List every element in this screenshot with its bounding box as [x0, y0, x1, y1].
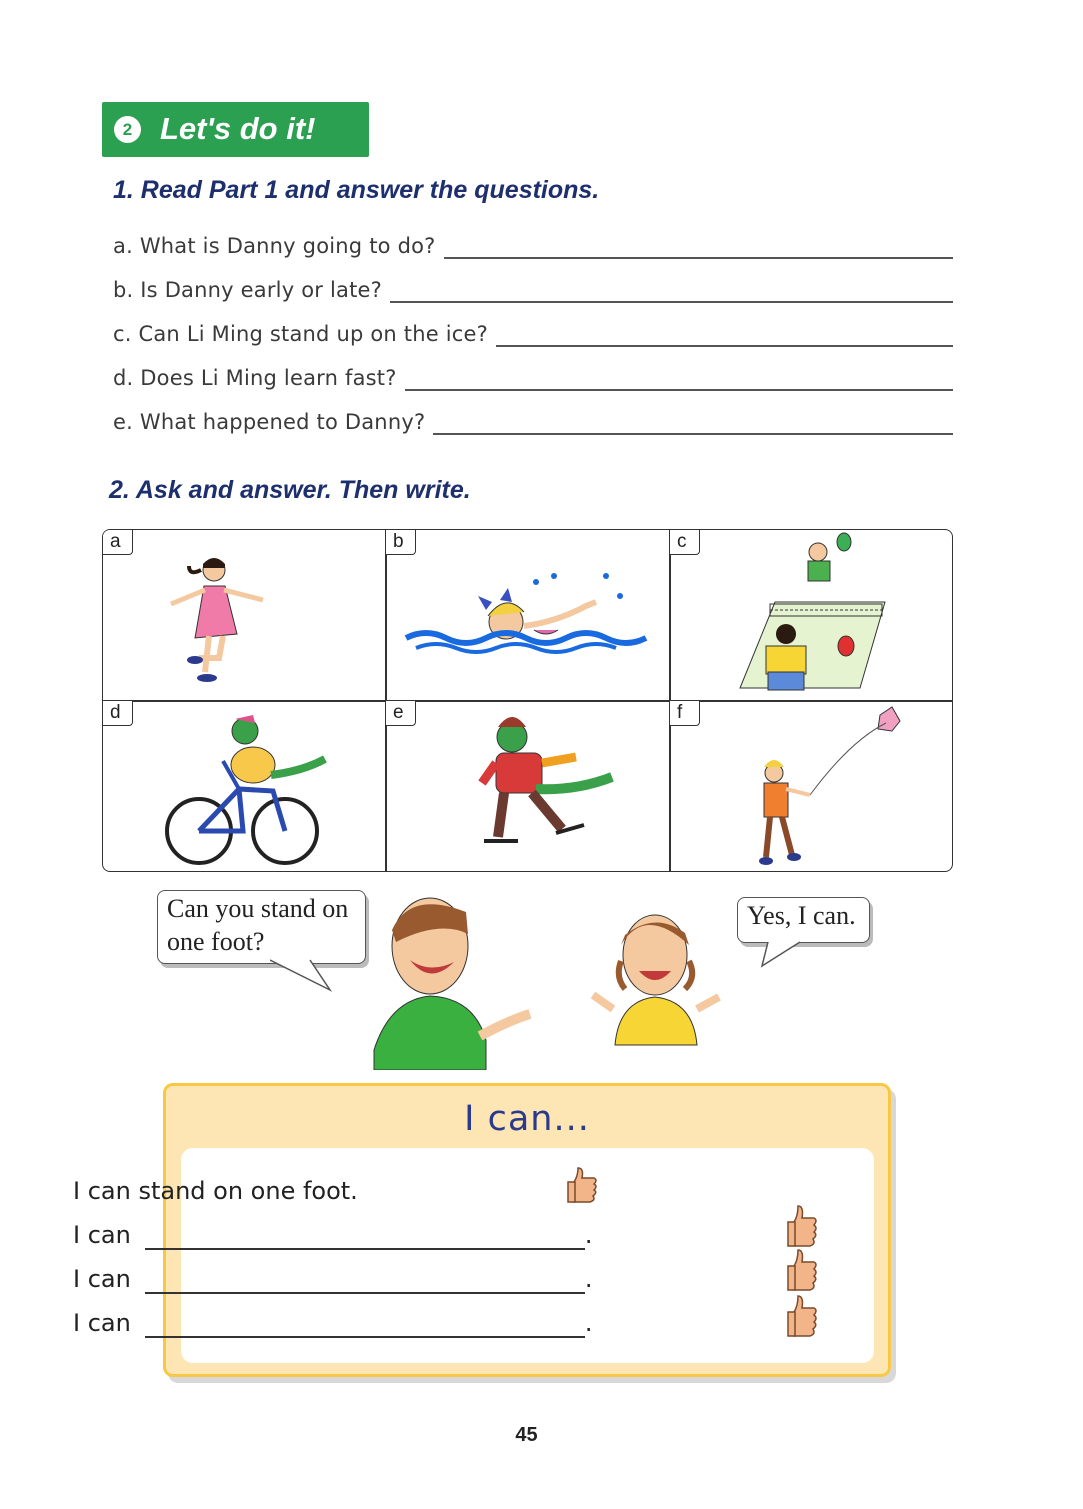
answer-line[interactable] — [433, 411, 953, 435]
question-text: a. What is Danny going to do? — [113, 234, 436, 258]
riding-bike-illustration — [103, 701, 385, 872]
writing-blank[interactable] — [145, 1314, 585, 1338]
writing-blank[interactable] — [145, 1270, 585, 1294]
picture-cell-c — [670, 530, 953, 700]
question-text: c. Can Li Ming stand up on the ice? — [113, 322, 488, 346]
picture-cell-a — [103, 530, 385, 700]
cell-label: f — [670, 701, 700, 726]
cell-label: d — [103, 701, 133, 726]
cell-label: c — [670, 530, 700, 555]
thumbs-up-icon — [566, 1166, 600, 1206]
bubble-tail — [270, 958, 340, 994]
boy-illustration — [370, 890, 550, 1070]
i-can-title: I can... — [464, 1099, 590, 1139]
picture-cell-f — [670, 701, 953, 872]
question-text: d. Does Li Ming learn fast? — [113, 366, 397, 390]
bubble-answer-text: Yes, I can. — [747, 901, 856, 930]
thumbs-up-icon — [786, 1204, 820, 1250]
bubble-tail — [760, 940, 810, 970]
swimming-girl-illustration — [386, 530, 669, 700]
girl-illustration — [585, 905, 735, 1055]
question-speech-bubble — [157, 890, 366, 964]
writing-blank[interactable] — [145, 1226, 585, 1250]
i-can-prompt: I can — [73, 1221, 131, 1249]
answer-line[interactable] — [405, 367, 953, 391]
period: . — [584, 1309, 593, 1337]
i-can-prompt: I can — [73, 1265, 131, 1293]
part1-heading: 1. Read Part 1 and answer the questions. — [113, 176, 600, 204]
i-can-example-line — [73, 1172, 358, 1206]
part2-heading: 2. Ask and answer. Then write. — [109, 476, 471, 504]
question-a — [113, 229, 953, 259]
answer-line[interactable] — [390, 279, 953, 303]
picture-grid — [102, 529, 953, 872]
answer-speech-bubble — [737, 897, 870, 943]
thumbs-up-icon — [786, 1248, 820, 1294]
section-number-badge: 2 — [114, 116, 141, 143]
question-text: e. What happened to Danny? — [113, 410, 426, 434]
answer-line[interactable] — [444, 235, 954, 259]
table-tennis-illustration — [670, 530, 953, 700]
question-e — [113, 405, 953, 435]
example-sentence: I can stand on one foot. — [73, 1177, 358, 1205]
question-text: b. Is Danny early or late? — [113, 278, 382, 302]
question-b — [113, 273, 953, 303]
i-can-line-1 — [73, 1216, 592, 1250]
page-number: 45 — [515, 1424, 538, 1446]
period: . — [584, 1265, 593, 1293]
answer-line[interactable] — [496, 323, 953, 347]
thumbs-up-icon — [786, 1294, 820, 1340]
bubble-line-2: one foot? — [167, 927, 265, 956]
flying-kite-illustration — [670, 701, 953, 872]
period: . — [584, 1221, 593, 1249]
i-can-prompt: I can — [73, 1309, 131, 1337]
question-c — [113, 317, 953, 347]
section-banner — [102, 102, 369, 157]
question-d — [113, 361, 953, 391]
i-can-line-3 — [73, 1304, 592, 1338]
cell-label: a — [103, 530, 133, 555]
section-title: Let's do it! — [160, 111, 316, 146]
picture-cell-d — [103, 701, 385, 872]
picture-cell-b — [386, 530, 669, 700]
cell-label: e — [386, 701, 416, 726]
ice-skating-illustration — [386, 701, 669, 872]
i-can-line-2 — [73, 1260, 592, 1294]
picture-cell-e — [386, 701, 669, 872]
cell-label: b — [386, 530, 416, 555]
girl-standing-illustration — [103, 530, 385, 700]
bubble-line-1: Can you stand on — [167, 894, 349, 923]
